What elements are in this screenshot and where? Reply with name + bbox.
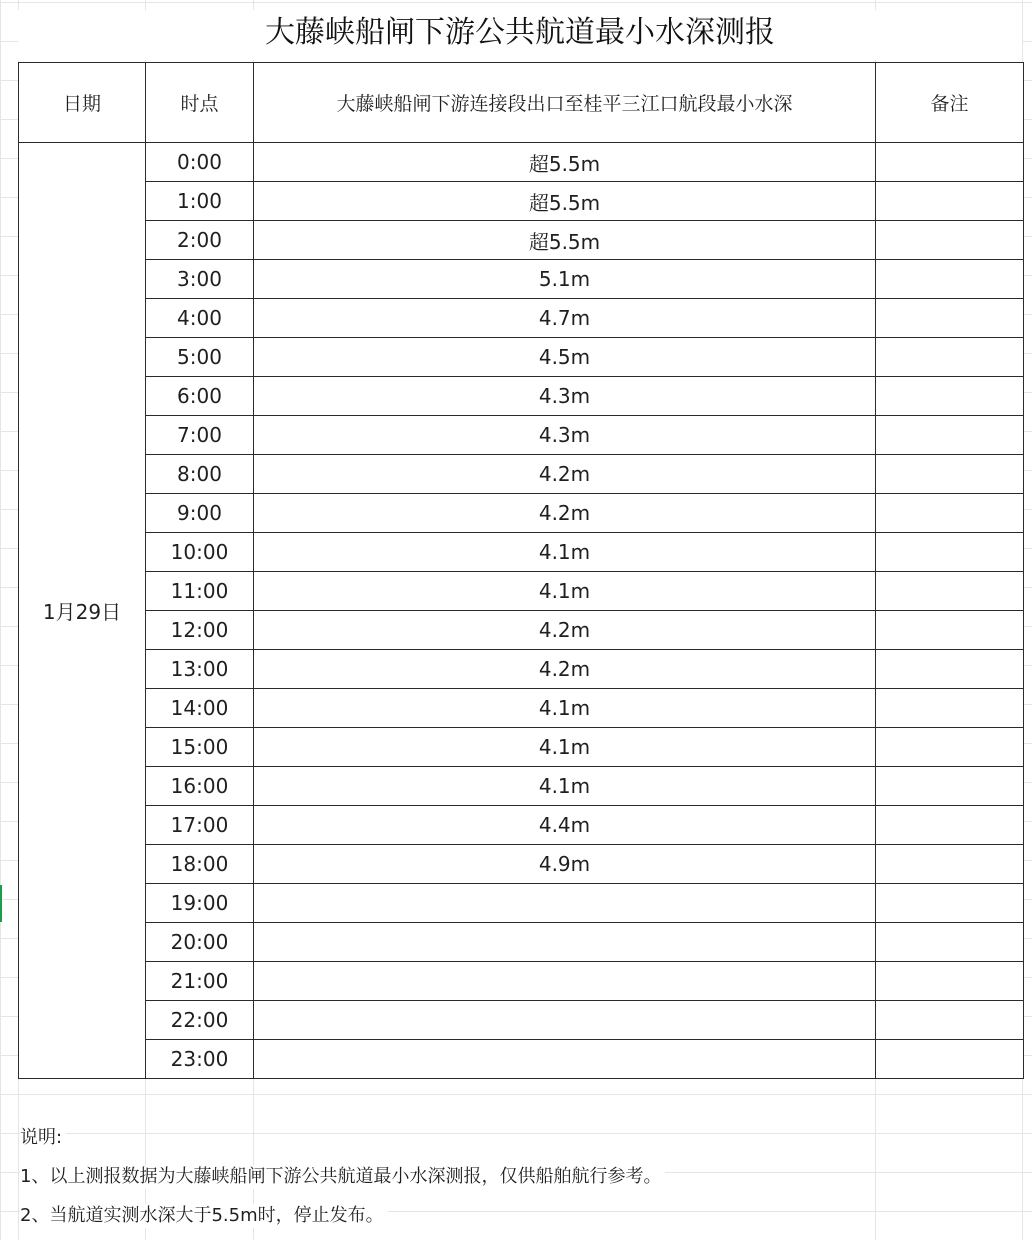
remark-cell[interactable]: [876, 806, 1024, 845]
time-cell[interactable]: 7:00: [146, 416, 254, 455]
time-cell[interactable]: 4:00: [146, 299, 254, 338]
table-row: [19, 494, 1024, 533]
depth-cell[interactable]: 4.1m: [254, 689, 876, 728]
remark-cell[interactable]: [876, 377, 1024, 416]
date-cell[interactable]: 1月29日: [19, 143, 146, 1079]
time-cell[interactable]: 17:00: [146, 806, 254, 845]
time-cell[interactable]: 5:00: [146, 338, 254, 377]
table-row: [19, 455, 1024, 494]
depth-cell[interactable]: 4.7m: [254, 299, 876, 338]
depth-cell[interactable]: 4.5m: [254, 338, 876, 377]
table-row: [19, 650, 1024, 689]
time-cell[interactable]: 22:00: [146, 1001, 254, 1040]
header-time[interactable]: 时点: [146, 63, 254, 143]
depth-report-table: [18, 62, 1024, 1079]
time-cell[interactable]: 6:00: [146, 377, 254, 416]
remark-cell[interactable]: [876, 494, 1024, 533]
remark-cell[interactable]: [876, 143, 1024, 182]
time-cell[interactable]: 13:00: [146, 650, 254, 689]
depth-cell[interactable]: 4.1m: [254, 728, 876, 767]
table-row: [19, 416, 1024, 455]
note-line-1[interactable]: 1、以上测报数据为大藤峡船闸下游公共航道最小水深测报，仅供船舶航行参考。: [20, 1165, 665, 1189]
table-row: [19, 962, 1024, 1001]
table-row: [19, 689, 1024, 728]
remark-cell[interactable]: [876, 923, 1024, 962]
depth-cell[interactable]: 4.2m: [254, 611, 876, 650]
table-row: [19, 611, 1024, 650]
table-row: [19, 845, 1024, 884]
depth-cell[interactable]: [254, 884, 876, 923]
time-cell[interactable]: 14:00: [146, 689, 254, 728]
table-row: [19, 182, 1024, 221]
time-cell[interactable]: 18:00: [146, 845, 254, 884]
depth-cell[interactable]: [254, 1040, 876, 1079]
time-cell[interactable]: 20:00: [146, 923, 254, 962]
table-row: [19, 299, 1024, 338]
depth-cell[interactable]: [254, 1001, 876, 1040]
depth-cell[interactable]: 5.1m: [254, 260, 876, 299]
time-cell[interactable]: 21:00: [146, 962, 254, 1001]
remark-cell[interactable]: [876, 728, 1024, 767]
table-row: [19, 1040, 1024, 1079]
remark-cell[interactable]: [876, 221, 1024, 260]
remark-cell[interactable]: [876, 845, 1024, 884]
depth-cell[interactable]: 超5.5m: [254, 182, 876, 221]
remark-cell[interactable]: [876, 533, 1024, 572]
remark-cell[interactable]: [876, 1040, 1024, 1079]
remark-cell[interactable]: [876, 650, 1024, 689]
depth-cell[interactable]: [254, 923, 876, 962]
depth-cell[interactable]: 4.1m: [254, 767, 876, 806]
time-cell[interactable]: 3:00: [146, 260, 254, 299]
table-row: [19, 533, 1024, 572]
time-cell[interactable]: 0:00: [146, 143, 254, 182]
time-cell[interactable]: 1:00: [146, 182, 254, 221]
report-title[interactable]: 大藤峡船闸下游公共航道最小水深测报: [18, 10, 1022, 60]
remark-cell[interactable]: [876, 299, 1024, 338]
depth-cell[interactable]: 超5.5m: [254, 221, 876, 260]
time-cell[interactable]: 9:00: [146, 494, 254, 533]
remark-cell[interactable]: [876, 1001, 1024, 1040]
time-cell[interactable]: 19:00: [146, 884, 254, 923]
table-row: [19, 923, 1024, 962]
header-depth[interactable]: 大藤峡船闸下游连接段出口至桂平三江口航段最小水深: [254, 63, 876, 143]
depth-cell[interactable]: 4.9m: [254, 845, 876, 884]
time-cell[interactable]: 10:00: [146, 533, 254, 572]
table-row: [19, 338, 1024, 377]
table-row: [19, 221, 1024, 260]
time-cell[interactable]: 15:00: [146, 728, 254, 767]
depth-cell[interactable]: 4.1m: [254, 572, 876, 611]
table-row: [19, 806, 1024, 845]
time-cell[interactable]: 16:00: [146, 767, 254, 806]
selection-marker: [0, 885, 2, 922]
remark-cell[interactable]: [876, 884, 1024, 923]
table-row: [19, 884, 1024, 923]
table-row: [19, 143, 1024, 182]
depth-cell[interactable]: 4.3m: [254, 377, 876, 416]
depth-cell[interactable]: 超5.5m: [254, 143, 876, 182]
time-cell[interactable]: 8:00: [146, 455, 254, 494]
table-row: [19, 767, 1024, 806]
header-remark[interactable]: 备注: [876, 63, 1024, 143]
depth-cell[interactable]: 4.3m: [254, 416, 876, 455]
header-date[interactable]: 日期: [19, 63, 146, 143]
depth-cell[interactable]: 4.2m: [254, 455, 876, 494]
remark-cell[interactable]: [876, 767, 1024, 806]
table-row: [19, 728, 1024, 767]
table-row: [19, 572, 1024, 611]
table-row: [19, 377, 1024, 416]
table-row: [19, 1001, 1024, 1040]
notes-heading[interactable]: 说明:: [20, 1126, 66, 1150]
note-line-2[interactable]: 2、当航道实测水深大于5.5m时，停止发布。: [20, 1204, 388, 1228]
table-row: [19, 260, 1024, 299]
remark-cell[interactable]: [876, 689, 1024, 728]
depth-cell[interactable]: [254, 962, 876, 1001]
depth-cell[interactable]: 4.2m: [254, 650, 876, 689]
remark-cell[interactable]: [876, 962, 1024, 1001]
time-cell[interactable]: 23:00: [146, 1040, 254, 1079]
time-cell[interactable]: 12:00: [146, 611, 254, 650]
remark-cell[interactable]: [876, 182, 1024, 221]
remark-cell[interactable]: [876, 260, 1024, 299]
time-cell[interactable]: 11:00: [146, 572, 254, 611]
remark-cell[interactable]: [876, 572, 1024, 611]
depth-cell[interactable]: 4.2m: [254, 494, 876, 533]
remark-cell[interactable]: [876, 338, 1024, 377]
remark-cell[interactable]: [876, 611, 1024, 650]
depth-cell[interactable]: 4.1m: [254, 533, 876, 572]
remark-cell[interactable]: [876, 455, 1024, 494]
depth-cell[interactable]: 4.4m: [254, 806, 876, 845]
header-row: [19, 63, 1024, 143]
remark-cell[interactable]: [876, 416, 1024, 455]
time-cell[interactable]: 2:00: [146, 221, 254, 260]
